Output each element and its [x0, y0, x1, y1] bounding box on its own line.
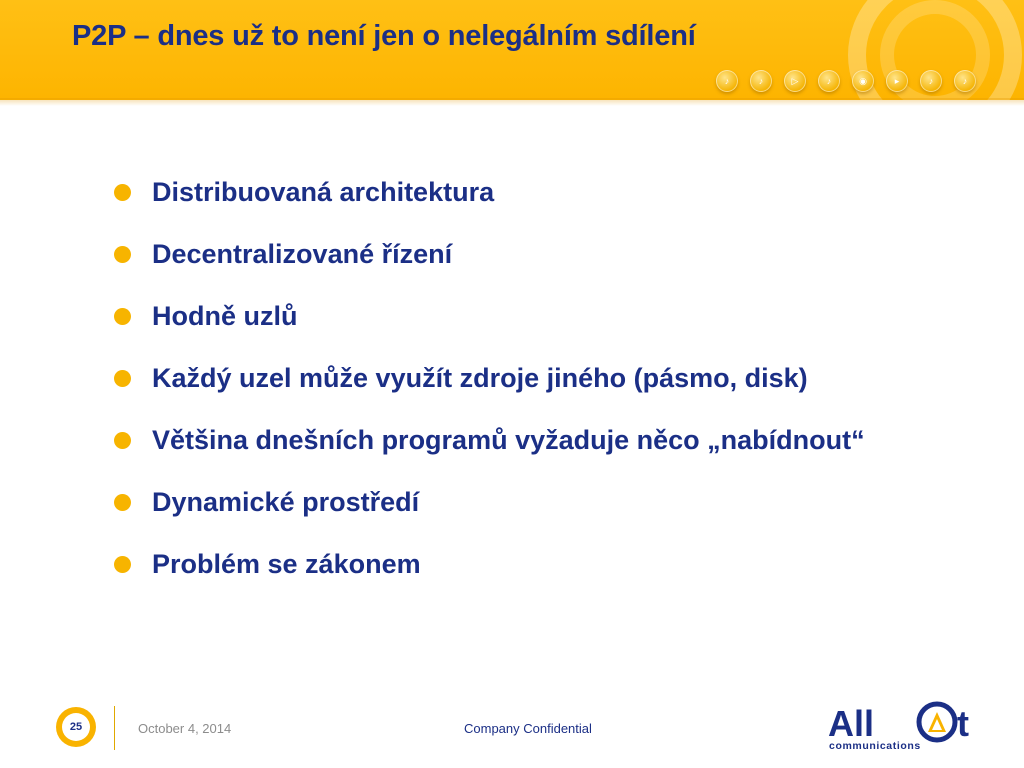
bullet-item: [114, 420, 1004, 460]
header-shadow: [0, 98, 1024, 106]
music-note-icon: ♪: [920, 70, 942, 92]
logo-subtitle: communications: [829, 740, 921, 752]
bullet-item: [114, 482, 1004, 522]
footer-confidential: Company Confidential: [464, 721, 592, 736]
bullet-text: Distribuovaná architektura: [152, 177, 495, 207]
bullet-list: [114, 172, 1004, 606]
bullet-text: Každý uzel může využít zdroje jiného (pásmo, disk): [152, 363, 808, 393]
forward-icon: ▸: [886, 70, 908, 92]
page-number-badge: [56, 707, 96, 747]
logo-wordmark-right: t: [957, 703, 969, 744]
bullet-text: Hodně uzlů: [152, 301, 298, 331]
bullet-text: Problém se zákonem: [152, 549, 421, 579]
bullet-item: [114, 544, 1004, 584]
header-icon-row: [716, 70, 976, 92]
disc-icon: ◉: [852, 70, 874, 92]
bullet-item: [114, 234, 1004, 274]
bullet-dot-icon: [114, 246, 131, 263]
bullet-item: [114, 296, 1004, 336]
logo-wordmark-left: All: [828, 703, 875, 744]
play-icon: ▷: [784, 70, 806, 92]
music-note-icon: ♪: [954, 70, 976, 92]
bullet-dot-icon: [114, 494, 131, 511]
footer-date: October 4, 2014: [138, 721, 232, 736]
music-note-icon: ♪: [716, 70, 738, 92]
bullet-item: [114, 172, 1004, 212]
bullet-item: [114, 358, 1004, 398]
header-band: [0, 0, 1024, 100]
bullet-dot-icon: [114, 184, 131, 201]
bullet-dot-icon: [114, 370, 131, 387]
bullet-text: Většina dnešních programů vyžaduje něco „nabídnout“: [152, 425, 865, 455]
bullet-text: Dynamické prostředí: [152, 487, 420, 517]
slide-title: P2P – dnes už to není jen o nelegálním sdílení: [72, 20, 696, 52]
bullet-dot-icon: [114, 308, 131, 325]
music-note-icon: ♪: [750, 70, 772, 92]
bullet-dot-icon: [114, 432, 131, 449]
footer-divider: [114, 706, 115, 750]
bullet-dot-icon: [114, 556, 131, 573]
music-note-icon: ♪: [818, 70, 840, 92]
bullet-text: Decentralizované řízení: [152, 239, 453, 269]
page-number: 25: [62, 713, 90, 741]
